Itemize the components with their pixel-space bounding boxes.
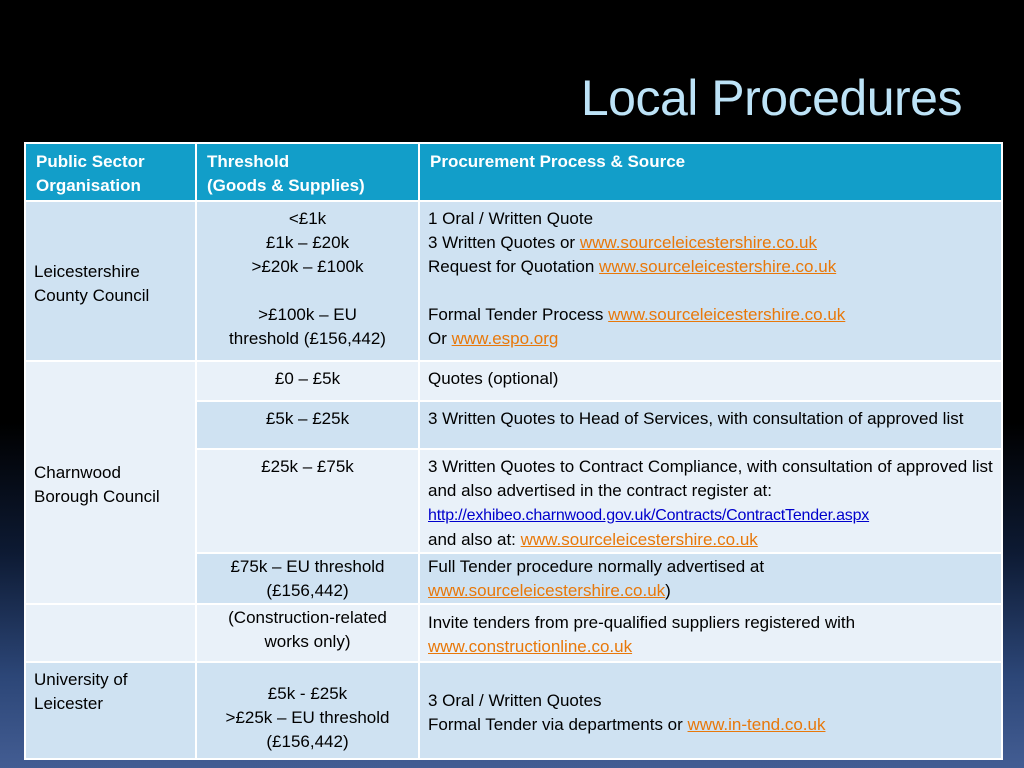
threshold-university: £5k - £25k >£25k – EU threshold (£156,442) <box>196 662 419 759</box>
process-charnwood-4: Full Tender procedure normally advertised at www.sourceleicestershire.co.uk) <box>419 553 1002 604</box>
table-row-construction <box>25 604 1002 662</box>
threshold-charnwood-1: £0 – £5k <box>196 361 419 401</box>
process-charnwood-2: 3 Written Quotes to Head of Services, with consultation of approved list <box>419 401 1002 449</box>
org-charnwood: Charnwood Borough Council <box>25 361 196 604</box>
header-process: Procurement Process & Source <box>419 143 1002 201</box>
link-sourceleicestershire[interactable]: www.sourceleicestershire.co.uk <box>608 305 846 324</box>
table-header-row <box>25 143 1002 201</box>
process-charnwood-3: 3 Written Quotes to Contract Compliance, with consultation of approved list and also advertised in the contract register at: http://exhibeo.charnwood.gov.uk/Contracts/ContractTender.aspx and also at: www.sourceleicestershire.co.uk <box>419 449 1002 553</box>
threshold-construction: (Construction-related works only) <box>196 604 419 662</box>
table-row-leicestershire <box>25 201 1002 361</box>
threshold-leicestershire: <£1k £1k – £20k >£20k – £100k >£100k – EU threshold (£156,442) <box>196 201 419 361</box>
threshold-charnwood-2: £5k – £25k <box>196 401 419 449</box>
org-leicestershire: Leicestershire County Council <box>25 201 196 361</box>
procedures-table <box>24 142 1003 760</box>
link-charnwood-contract-register[interactable]: http://exhibeo.charnwood.gov.uk/Contracts/ContractTender.aspx <box>428 507 870 524</box>
header-organisation: Public Sector Organisation <box>25 143 196 201</box>
table-row-university <box>25 662 1002 759</box>
threshold-charnwood-3: £25k – £75k <box>196 449 419 553</box>
link-sourceleicestershire[interactable]: www.sourceleicestershire.co.uk <box>579 233 817 252</box>
process-leicestershire: 1 Oral / Written Quote 3 Written Quotes or www.sourceleicestershire.co.uk Request for Quotation www.sourceleicestershire.co.uk Formal Tender Process www.sourceleicestershire.co.uk Or www.espo.org <box>419 201 1002 361</box>
org-university: University of Leicester <box>25 662 196 759</box>
slide-title: Local Procedures <box>580 70 962 126</box>
table-row-charnwood-1 <box>25 361 1002 401</box>
process-university: 3 Oral / Written Quotes Formal Tender via departments or www.in-tend.co.uk <box>419 662 1002 759</box>
link-sourceleicestershire[interactable]: www.sourceleicestershire.co.uk <box>599 257 837 276</box>
link-espo[interactable]: www.espo.org <box>451 329 559 348</box>
process-construction: Invite tenders from pre-qualified suppliers registered with www.constructionline.co.uk <box>419 604 1002 662</box>
process-charnwood-1: Quotes (optional) <box>419 361 1002 401</box>
header-threshold: Threshold (Goods & Supplies) <box>196 143 419 201</box>
link-sourceleicestershire[interactable]: www.sourceleicestershire.co.uk <box>520 530 758 549</box>
link-in-tend[interactable]: www.in-tend.co.uk <box>687 715 826 734</box>
link-constructionline[interactable]: www.constructionline.co.uk <box>428 637 633 656</box>
org-construction <box>25 604 196 662</box>
threshold-charnwood-4: £75k – EU threshold (£156,442) <box>196 553 419 604</box>
link-sourceleicestershire[interactable]: www.sourceleicestershire.co.uk <box>428 581 666 600</box>
